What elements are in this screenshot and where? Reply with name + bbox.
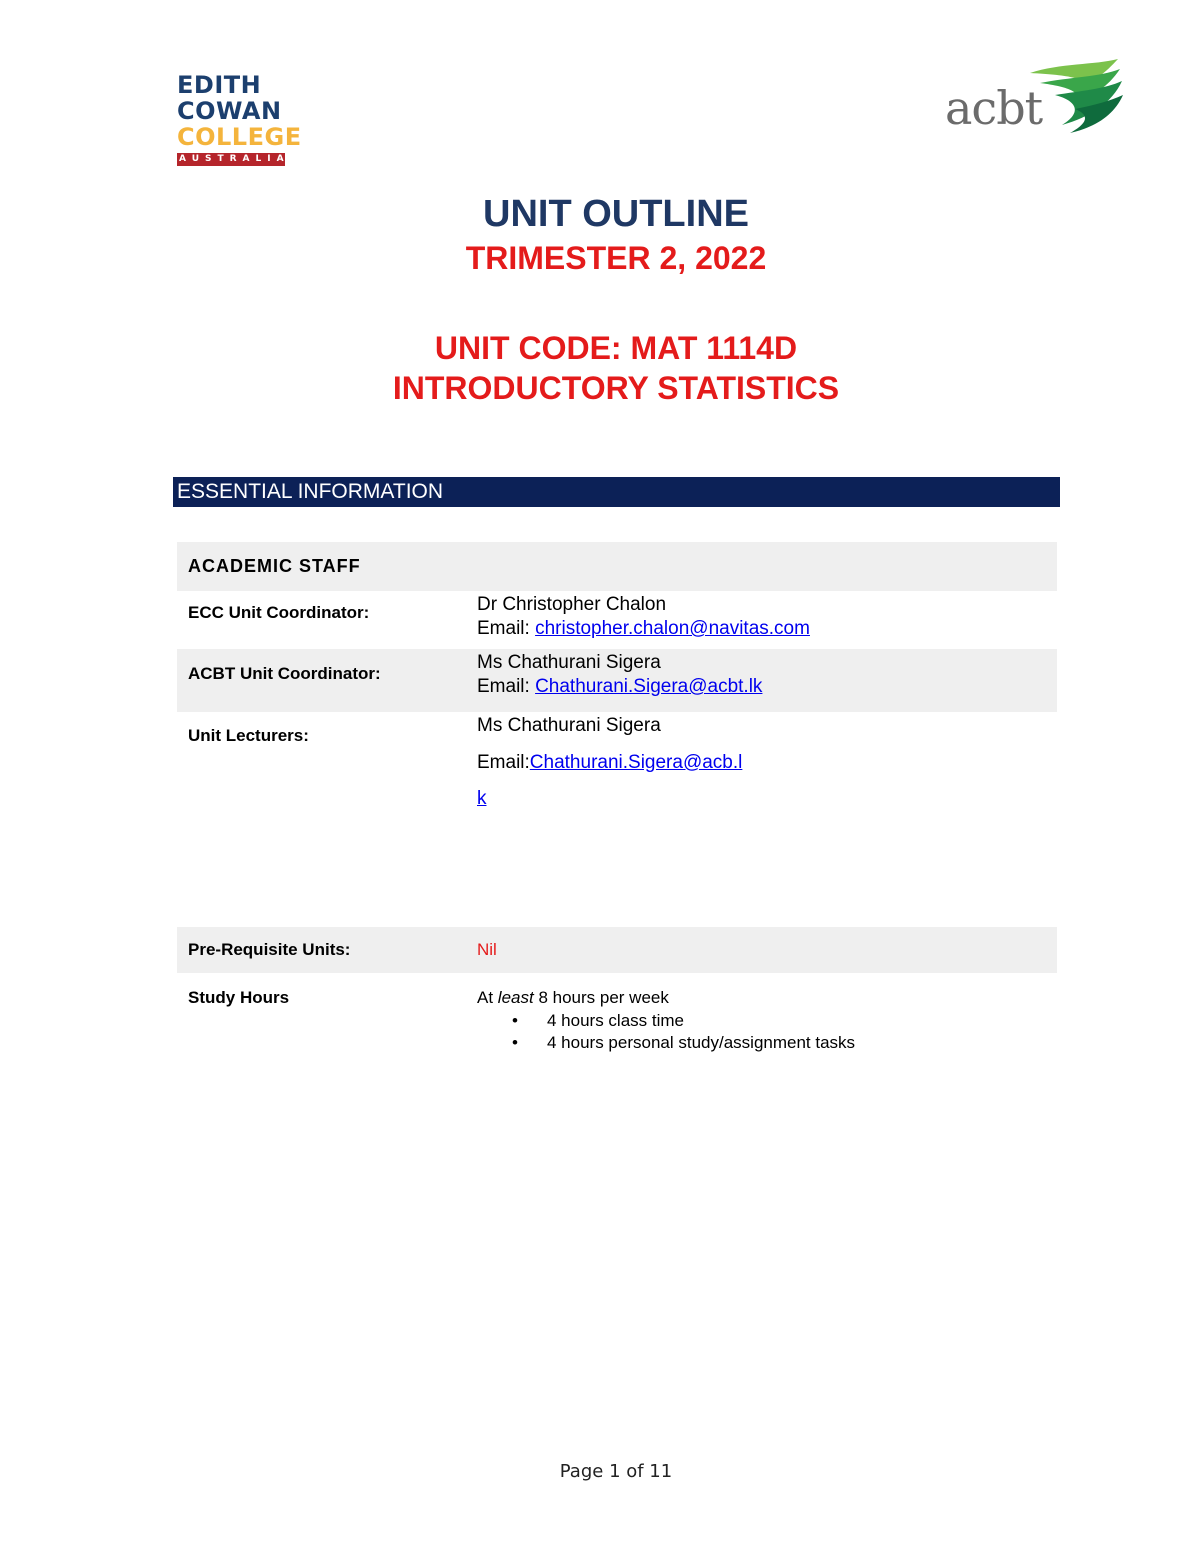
unit-lecturer-email-link-continued[interactable]: k xyxy=(477,788,487,809)
ecc-email-label: Email: xyxy=(477,618,536,639)
acbt-coordinator-value xyxy=(477,651,762,699)
ecc-logo-line-australia: AUSTRALIA xyxy=(179,154,290,164)
unit-lecturer-email-line-2 xyxy=(477,787,487,811)
page-number: Page 1 of 11 xyxy=(559,1461,673,1482)
acbt-coordinator-row xyxy=(177,649,1057,712)
study-hours-list xyxy=(507,1010,855,1054)
prerequisite-row xyxy=(177,927,1057,973)
list-item xyxy=(507,1032,855,1054)
acbt-coordinator-email-line xyxy=(477,675,762,699)
acbt-coordinator-label: ACBT Unit Coordinator: xyxy=(188,664,381,683)
academic-staff-row xyxy=(177,542,1057,591)
study-hours-emphasis: least xyxy=(497,988,534,1007)
unit-name-heading: INTRODUCTORY STATISTICS xyxy=(392,370,840,406)
acbt-swoosh-icon xyxy=(1000,55,1125,135)
study-hours-label: Study Hours xyxy=(188,988,290,1007)
ecc-coordinator-name: Dr Christopher Chalon xyxy=(477,594,667,615)
study-hours-value xyxy=(477,986,669,1010)
ecc-coordinator-row xyxy=(177,591,1057,649)
unit-lecturer-name: Ms Chathurani Sigera xyxy=(477,715,661,736)
unit-lecturer-email-link[interactable]: Chathurani.Sigera@acb.l xyxy=(529,752,743,773)
acbt-logo-text: acbt xyxy=(945,81,1043,135)
ecc-coordinator-email-link[interactable]: christopher.chalon@navitas.com xyxy=(535,618,810,639)
section-header-essential-information: ESSENTIAL INFORMATION xyxy=(173,477,1060,507)
prerequisite-label: Pre-Requisite Units: xyxy=(188,940,351,959)
acbt-coordinator-email-link[interactable]: Chathurani.Sigera@acbt.lk xyxy=(535,676,763,697)
unit-lecturer-email-line xyxy=(477,751,742,775)
ecc-logo-line-college: COLLEGE xyxy=(177,123,302,151)
unit-lecturers-row xyxy=(177,712,1057,822)
study-hours-item: 4 hours personal study/assignment tasks xyxy=(547,1033,856,1052)
page-title: UNIT OUTLINE xyxy=(483,193,749,235)
ecc-coordinator-value xyxy=(477,593,810,641)
lecturer-email-label: Email: xyxy=(477,752,530,773)
prerequisite-value: Nil xyxy=(477,940,497,959)
ecc-logo-line-cowan: COWAN xyxy=(177,97,282,125)
acbt-coordinator-name: Ms Chathurani Sigera xyxy=(477,652,661,673)
study-hours-prefix: At xyxy=(477,988,498,1007)
ecc-coordinator-label: ECC Unit Coordinator: xyxy=(188,603,370,622)
bullet-icon: • xyxy=(512,1011,518,1030)
list-item xyxy=(507,1010,855,1032)
unit-lecturers-label: Unit Lecturers: xyxy=(188,726,309,745)
study-hours-row xyxy=(177,973,1057,1063)
ecc-logo-line-edith: EDITH xyxy=(177,71,262,99)
acbt-email-label: Email: xyxy=(477,676,536,697)
ecc-coordinator-email-line xyxy=(477,617,810,641)
ecc-logo xyxy=(177,71,302,166)
acbt-logo xyxy=(940,55,1125,135)
study-hours-suffix: 8 hours per week xyxy=(533,988,669,1007)
unit-code-heading: UNIT CODE: MAT 1114D xyxy=(434,330,798,366)
study-hours-item: 4 hours class time xyxy=(547,1011,684,1030)
academic-staff-heading: ACADEMIC STAFF xyxy=(188,556,361,576)
bullet-icon: • xyxy=(512,1033,518,1052)
trimester-heading: TRIMESTER 2, 2022 xyxy=(465,240,767,276)
